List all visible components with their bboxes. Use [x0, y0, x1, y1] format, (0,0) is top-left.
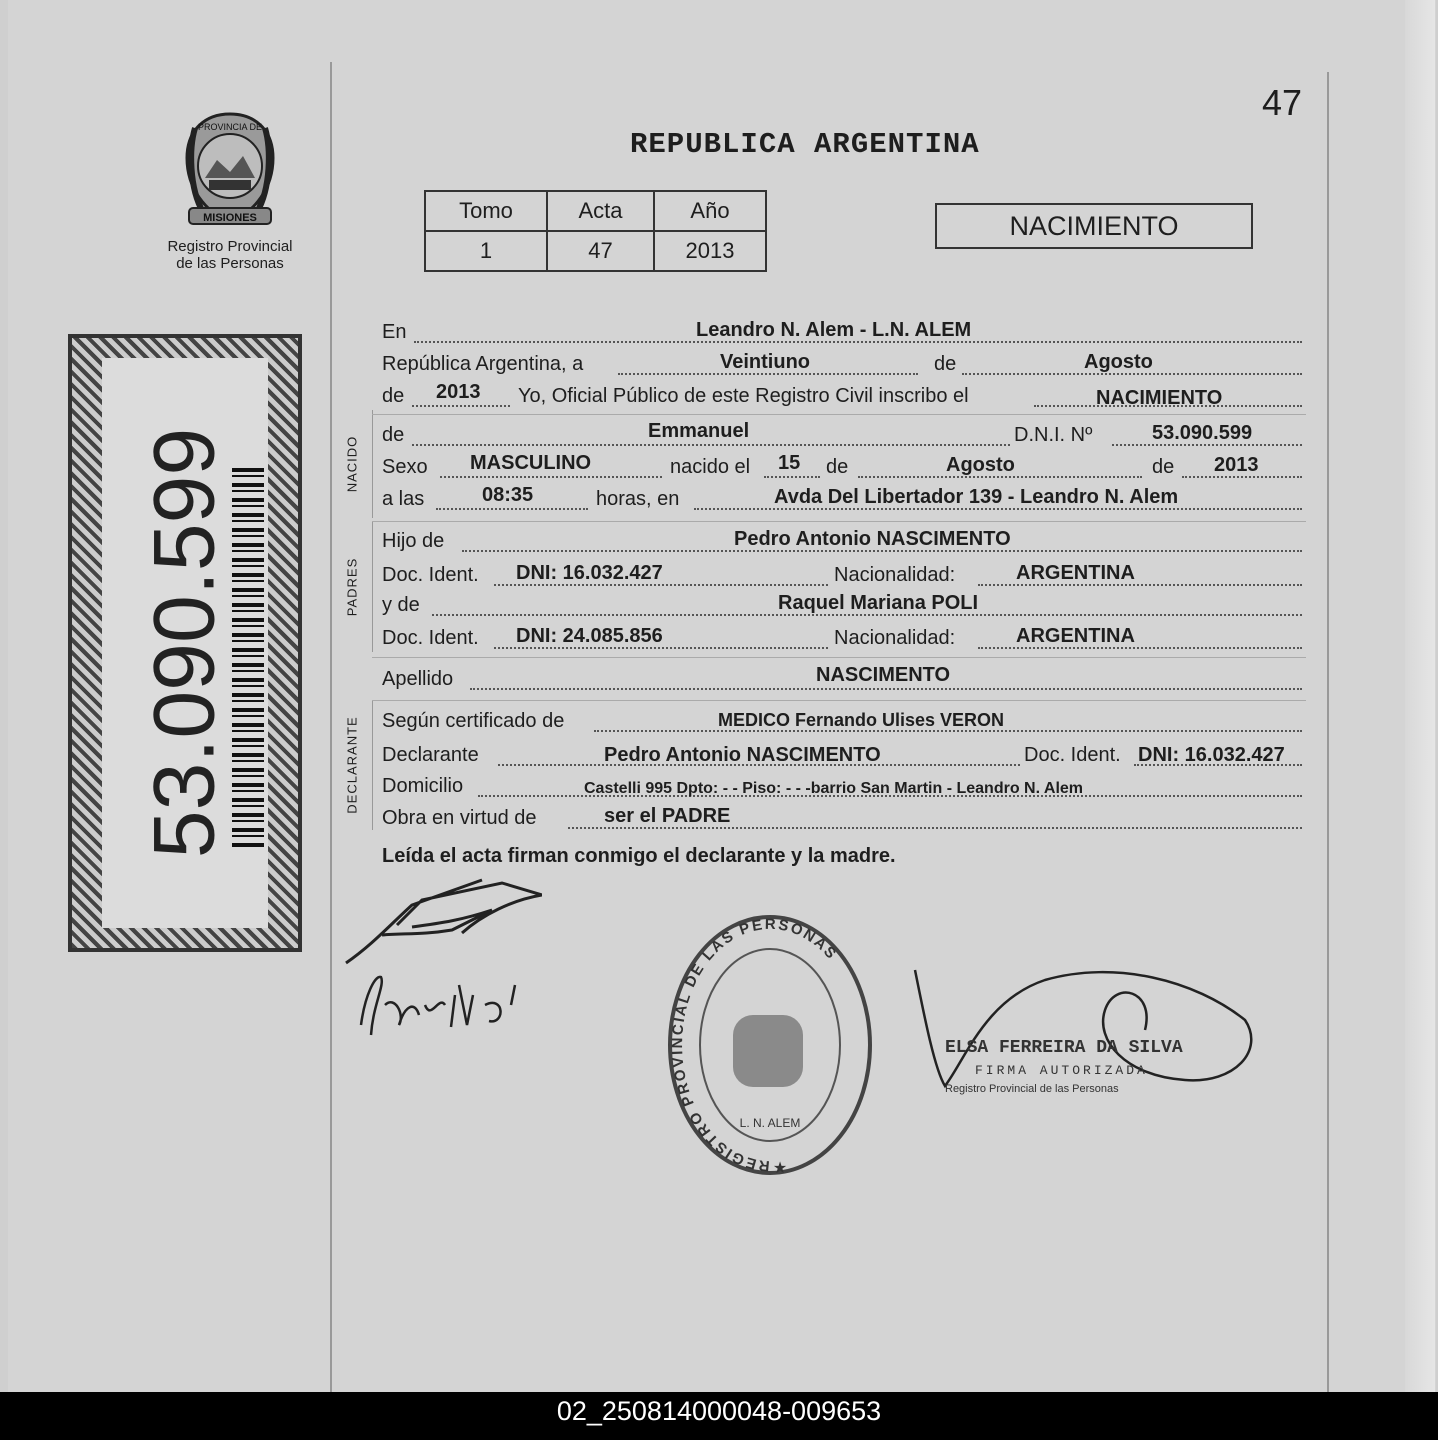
- given-name-value: Emmanuel: [648, 420, 750, 442]
- svg-text:L. N. ALEM: L. N. ALEM: [739, 1116, 801, 1130]
- record-type-box: NACIMIENTO: [935, 203, 1253, 249]
- value-acta: 47: [547, 231, 654, 271]
- father-value: Pedro Antonio NASCIMENTO: [734, 528, 1011, 550]
- mother-value: Raquel Mariana POLI: [778, 592, 979, 614]
- dni-barcode-card: [68, 334, 302, 952]
- registry-name: Registro Provincial de las Personas: [167, 238, 293, 272]
- birth-year-value: 2013: [1214, 454, 1259, 476]
- father-nationality-value: ARGENTINA: [1016, 562, 1135, 584]
- surname-value: NASCIMENTO: [816, 664, 951, 686]
- authorized-signature-stamp: [905, 960, 1265, 1110]
- scan-footer-id: 02_250814000048-009653: [0, 1392, 1438, 1440]
- value-anio: 2013: [654, 231, 766, 271]
- row-domicilio: Domicilio Castelli 995 Dpto: - - Piso: - - -barrio San Martin - Leandro N. Alem: [382, 770, 1304, 802]
- section-padres: PADRES: [344, 557, 360, 617]
- svg-text:REGISTRO PROVINCIAL DE LAS PER: REGISTRO PROVINCIAL DE LAS PERSONAS: [668, 915, 841, 1175]
- row-apellido: Apellido NASCIMENTO: [382, 663, 1304, 695]
- declarant-value: Pedro Antonio NASCIMENTO: [604, 744, 881, 766]
- svg-text:★: ★: [772, 1160, 788, 1177]
- birth-day-value: 15: [778, 452, 801, 474]
- svg-text:FIRMA AUTORIZADA: FIRMA AUTORIZADA: [975, 1063, 1148, 1078]
- section-divider: [372, 522, 373, 652]
- mother-doc-value: DNI: 24.085.856: [516, 625, 663, 647]
- page-edge: [1405, 0, 1435, 1392]
- address-value: Castelli 995 Dpto: - - Piso: - - -barrio San Martin - Leandro N. Alem: [584, 780, 1084, 797]
- birth-time-value: 08:35: [482, 484, 534, 506]
- mother-signature: [355, 965, 535, 1045]
- svg-text:MISIONES: MISIONES: [203, 212, 257, 224]
- row-padre: Hijo de Pedro Antonio NASCIMENTO: [382, 525, 1304, 557]
- row-declarante: Declarante Pedro Antonio NASCIMENTO Doc. Ident. DNI: 16.032.427: [382, 739, 1304, 771]
- row-fecha: República Argentina, a Veintiuno de Agosto: [382, 348, 1304, 380]
- row-sexo: Sexo MASCULINO nacido el 15 de Agosto de 2013: [382, 451, 1304, 483]
- year-value: 2013: [436, 381, 481, 403]
- svg-text:PROVINCIA DE: PROVINCIA DE: [197, 122, 263, 132]
- header-acta: Acta: [547, 191, 654, 231]
- registry-seal: [665, 915, 875, 1187]
- margin-line: [330, 62, 332, 1392]
- barcode: [232, 468, 264, 848]
- misiones-coat-of-arms-logo: [175, 108, 285, 232]
- declarant-doc-value: DNI: 16.032.427: [1138, 744, 1285, 766]
- day-value: Veintiuno: [720, 351, 810, 373]
- header-anio: Año: [654, 191, 766, 231]
- sex-value: MASCULINO: [470, 452, 592, 474]
- certificate-value: MEDICO Fernando Ulises VERON: [718, 710, 1005, 730]
- header-tomo: Tomo: [425, 191, 547, 231]
- row-obra: Obra en virtud de ser el PADRE: [382, 802, 1304, 834]
- row-padre-doc: Doc. Ident. DNI: 16.032.427 Nacionalidad: ARGENTINA: [382, 559, 1304, 591]
- value-tomo: 1: [425, 231, 547, 271]
- right-margin-line: [1327, 72, 1329, 1392]
- document-title: REPUBLICA ARGENTINA: [630, 128, 980, 161]
- mother-nationality-value: ARGENTINA: [1016, 625, 1135, 647]
- capacity-value: ser el PADRE: [604, 805, 731, 827]
- record-kind-value: NACIMIENTO: [1096, 387, 1223, 409]
- month-value: Agosto: [1084, 351, 1153, 373]
- row-madre: y de Raquel Mariana POLI: [382, 589, 1304, 621]
- declarant-signature: [342, 875, 542, 970]
- section-declarante: DECLARANTE: [344, 716, 360, 814]
- closing-statement: Leída el acta firman conmigo el declarante y la madre.: [382, 845, 896, 867]
- section-divider: [372, 410, 373, 518]
- row-nombre: de Emmanuel D.N.I. Nº 53.090.599: [382, 419, 1304, 451]
- svg-text:ELSA FERREIRA DA SILVA: ELSA FERREIRA DA SILVA: [945, 1038, 1183, 1058]
- dni-card-number: 53.090.599: [136, 427, 233, 859]
- svg-text:Registro Provincial de las Per: Registro Provincial de las Personas: [945, 1083, 1119, 1095]
- dni-value: 53.090.599: [1152, 422, 1253, 444]
- section-divider: [372, 700, 373, 830]
- record-table: [424, 190, 767, 272]
- page-number: 47: [1262, 82, 1303, 123]
- father-doc-value: DNI: 16.032.427: [516, 562, 663, 584]
- row-madre-doc: Doc. Ident. DNI: 24.085.856 Nacionalidad: ARGENTINA: [382, 622, 1304, 654]
- row-inscribo: de 2013 Yo, Oficial Público de este Registro Civil inscribo el NACIMIENTO: [382, 380, 1304, 412]
- row-hora: a las 08:35 horas, en Avda Del Libertador 139 - Leandro N. Alem: [382, 483, 1304, 515]
- section-nacido: NACIDO: [344, 435, 360, 493]
- row-certificado: Según certificado de MEDICO Fernando Ulises VERON: [382, 705, 1304, 737]
- birth-place-value: Avda Del Libertador 139 - Leandro N. Alem: [774, 486, 1179, 508]
- birth-month-value: Agosto: [946, 454, 1015, 476]
- place-value: Leandro N. Alem - L.N. ALEM: [696, 319, 972, 341]
- row-en: En Leandro N. Alem - L.N. ALEM: [382, 316, 1304, 348]
